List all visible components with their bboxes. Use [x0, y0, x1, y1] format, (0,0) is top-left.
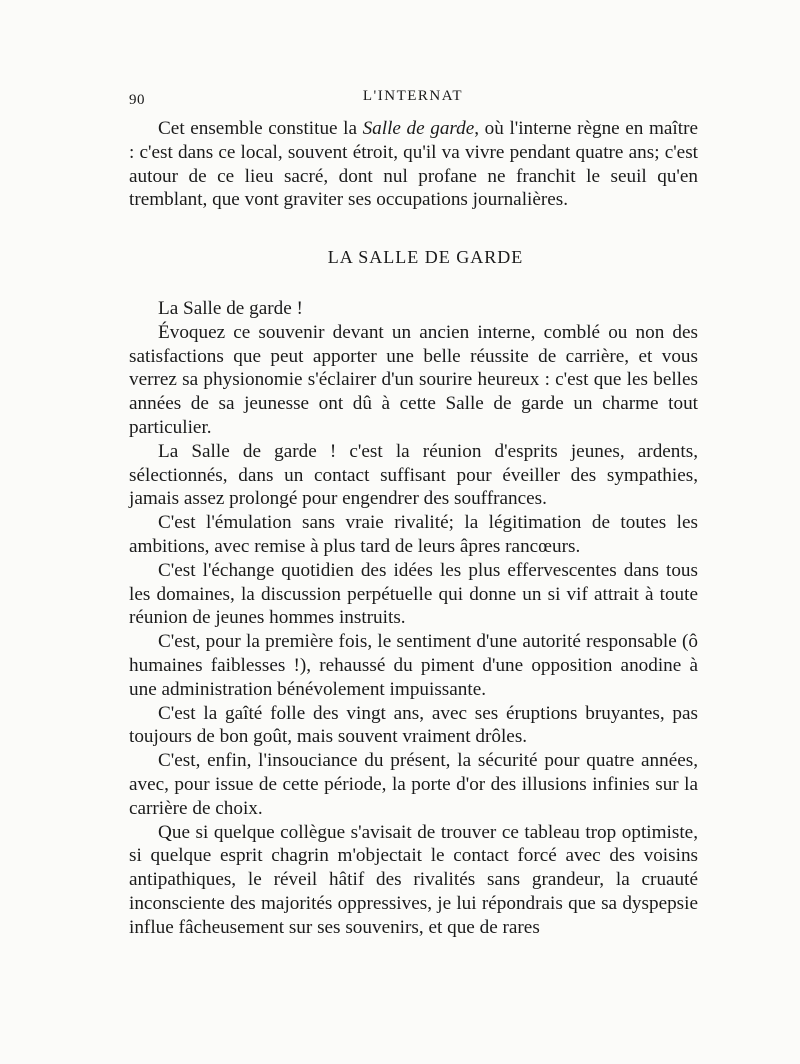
section-heading: LA SALLE DE GARDE — [327, 247, 524, 268]
paragraph-3: La Salle de garde ! c'est la réunion d'esprits jeunes, ardents, sélectionnés, dans un contact suffisant pour éveiller des sympathies, jamais assez prolongé pour engendrer des souffrances. — [129, 440, 698, 510]
paragraph-9: Que si quelque collègue s'avisait de trouver ce tableau trop optimiste, si quelque esprit chagrin m'objectait le contact forcé avec des voisins antipathiques, le réveil hâtif des rivalités sans grandeur, la cruauté inconsciente des majorités oppressives, je lui répondrais que sa dyspepsie influe fâcheusement sur ses souvenirs, et que de rares — [129, 821, 698, 938]
paragraph-8: C'est, enfin, l'insouciance du présent, la sécurité pour quatre années, avec, pour issue de cette période, la porte d'or des illusions infinies sur la carrière de choix. — [129, 750, 698, 819]
paragraph-5: C'est l'échange quotidien des idées les plus effervescentes dans tous les domaines, la discussion perpétuelle qui donne un si vif attrait à toute réunion de jeunes hommes instruits. — [129, 559, 698, 629]
page-number: 90 — [129, 92, 145, 108]
paragraph-2: Évoquez ce souvenir devant un ancien interne, comblé ou non des satisfactions que peut apporter une belle réussite de carrière, et vous verrez sa physionomie s'éclairer d'un sourire heureux : c'est que les belles années de sa jeunesse ont dû à cette Salle de garde un charme tout particulier. — [129, 321, 698, 438]
paragraph-1: La Salle de garde ! — [158, 297, 303, 319]
paragraph-4: C'est l'émulation sans vraie rivalité; la légitimation de toutes les ambitions, avec remise à plus tard de leurs âpres rancœurs. — [129, 512, 698, 557]
body-text — [129, 117, 698, 940]
running-head: L'INTERNAT — [362, 88, 464, 104]
paragraph-7: C'est la gaîté folle des vingt ans, avec ses éruptions bruyantes, pas toujours de bon goût, mais souvent vraiment drôles. — [129, 702, 698, 748]
salle-de-garde-italic: Salle de garde — [362, 118, 475, 139]
intro-paragraph: Cet ensemble constitue la Salle de garde, où l'interne règne en maître : c'est dans ce local, souvent étroit, qu'il va vivre pendant quatre ans; c'est autour de ce lieu sacré, dont nul profane ne franchit le seuil qu'en tremblant, que vont graviter ses occupations journalières. — [129, 118, 698, 211]
paragraph-6: C'est, pour la première fois, le sentiment d'une autorité responsable (ô humaines faiblesses !), rehaussé du piment d'une opposition anodine à une administration bénévolement impuissante. — [129, 631, 698, 700]
